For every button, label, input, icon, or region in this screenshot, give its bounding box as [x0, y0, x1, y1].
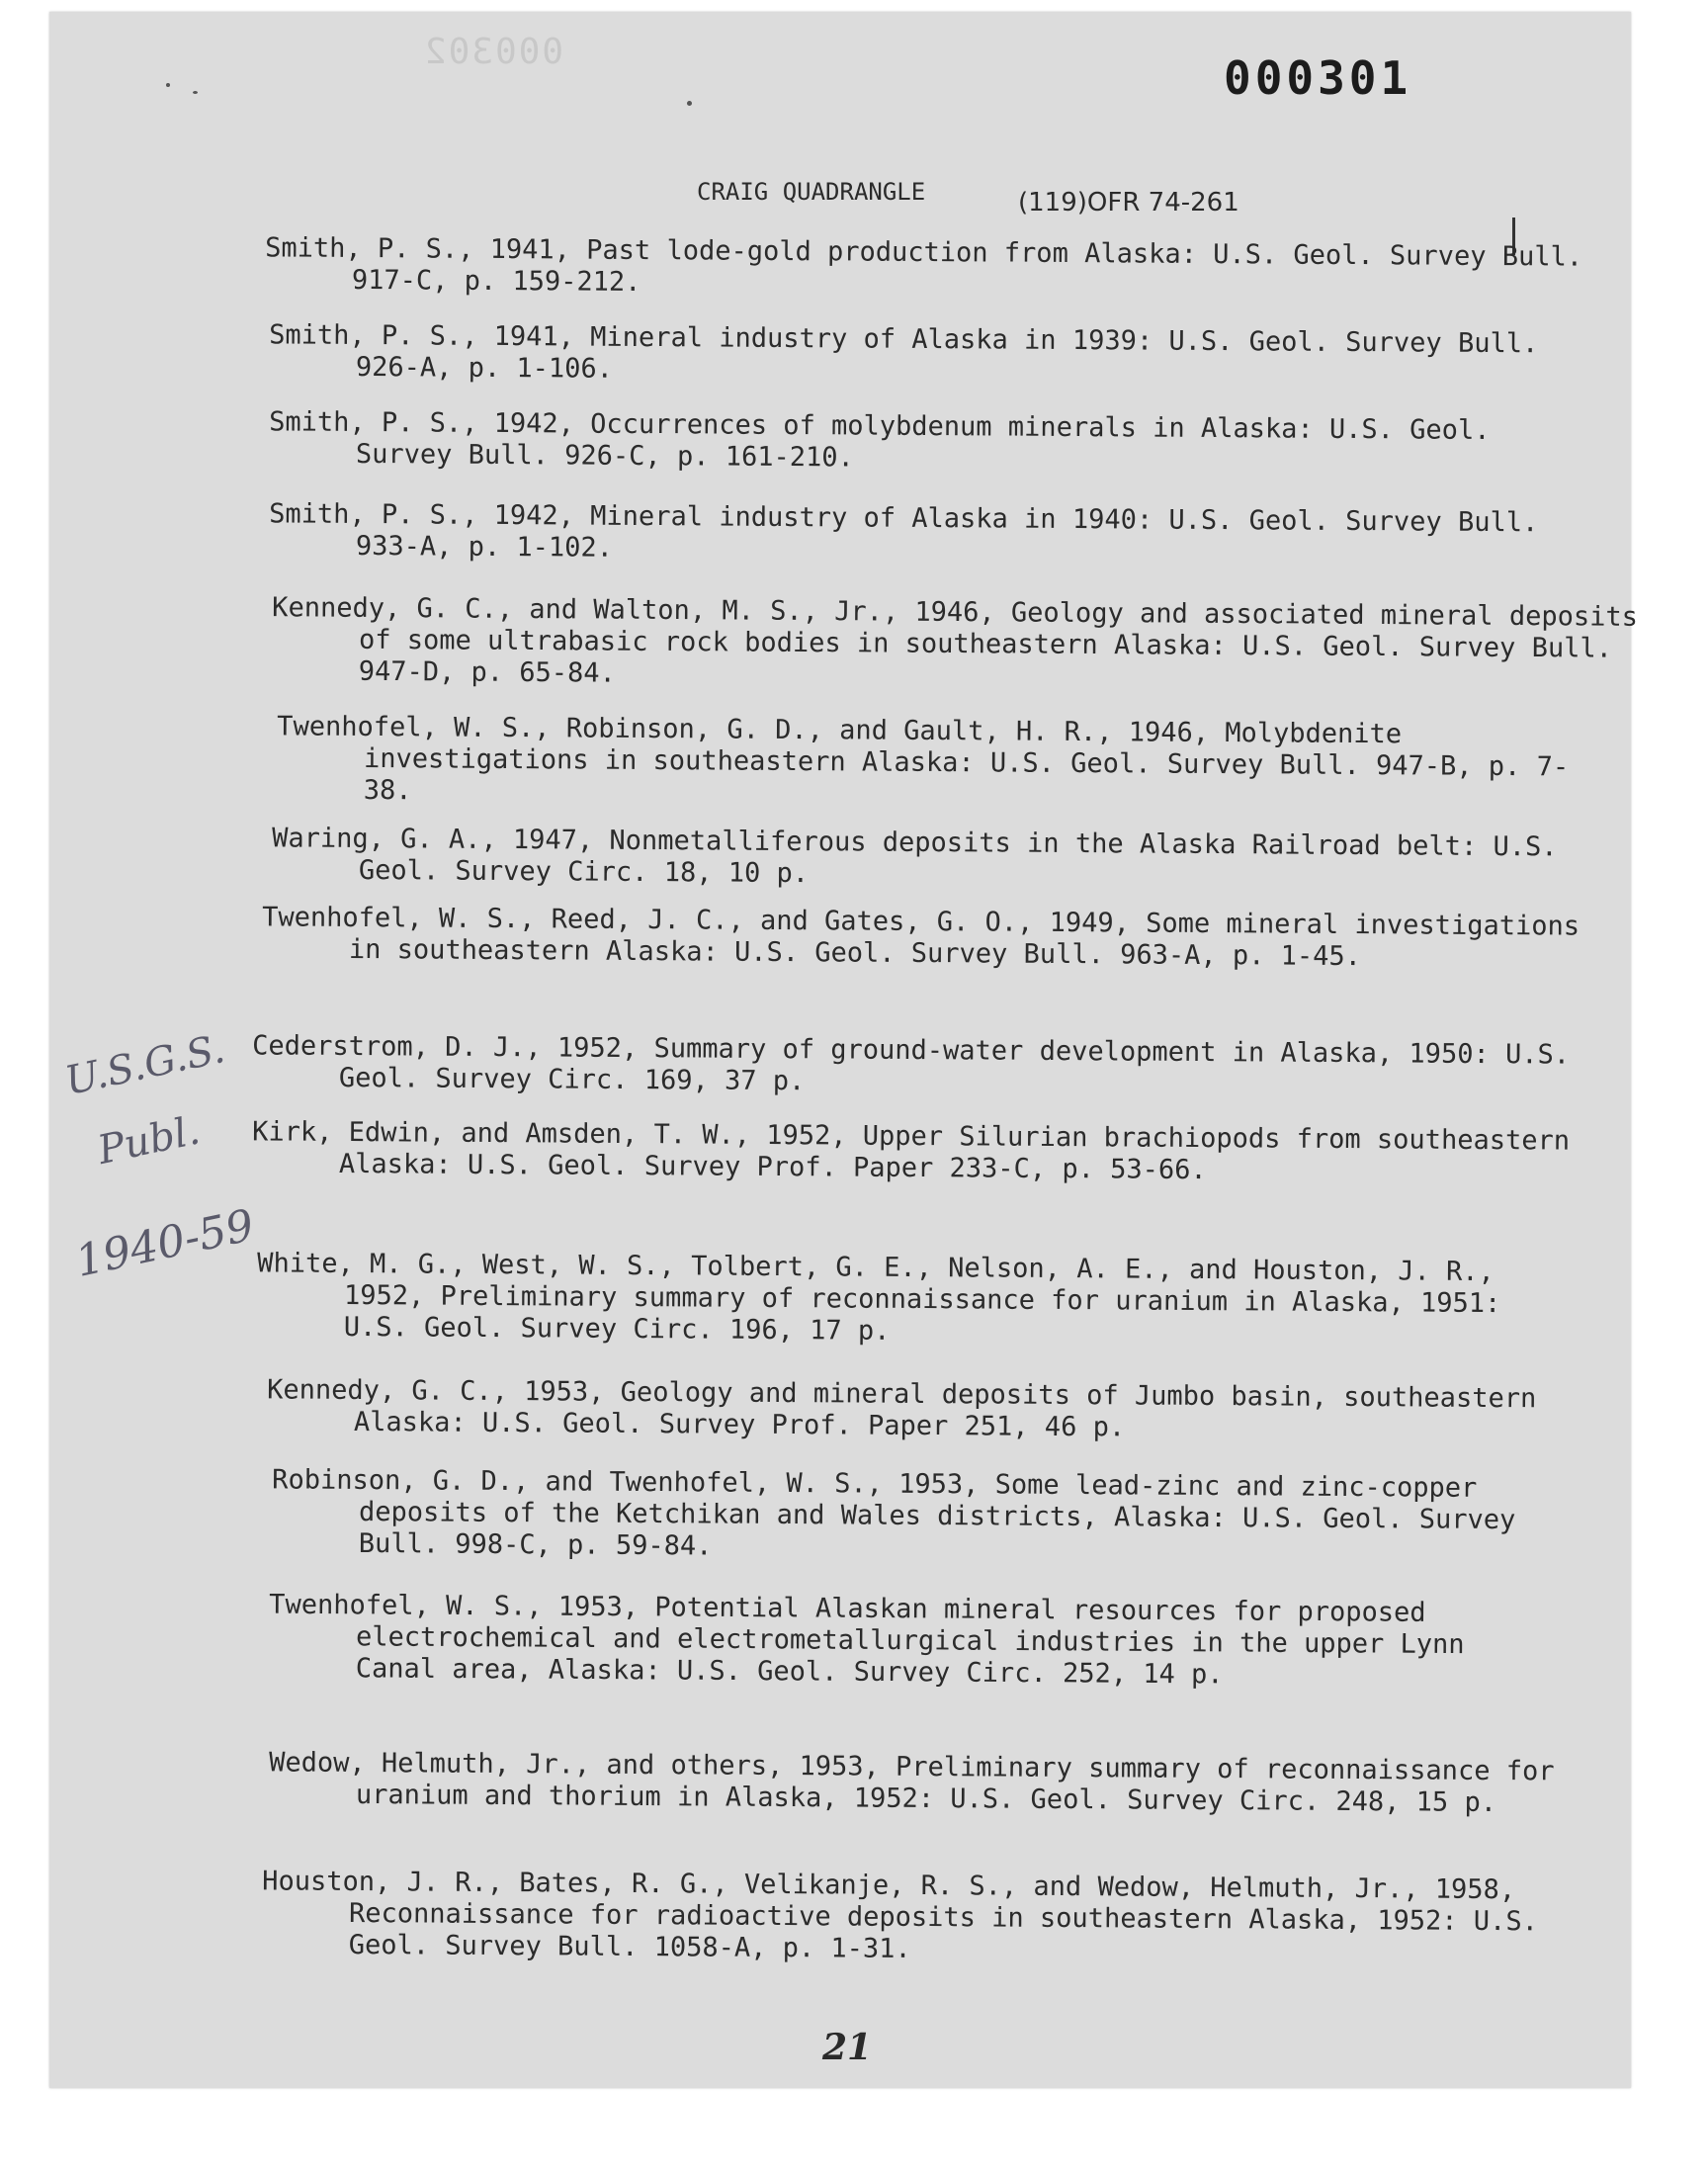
page-title: CRAIG QUADRANGLE	[697, 178, 926, 206]
handwritten-note-line1: U.S.G.S.	[61, 1026, 229, 1104]
reference-entry: Kennedy, G. C., 1953, Geology and mineral deposits of Jumbo basin, southeastern Alaska: U.S. Geol. Survey Prof. Paper 251, 46 p.	[267, 1374, 1537, 1443]
reference-entry: Smith, P. S., 1941, Mineral industry of Alaska in 1939: U.S. Geol. Survey Bull. 926-A, p. 1-106.	[269, 319, 1539, 385]
handwritten-note-line2: Publ.	[94, 1107, 205, 1174]
reference-entry: Waring, G. A., 1947, Nonmetalliferous deposits in the Alaska Railroad belt: U.S. Geol. Survey Circ. 18, 10 p.	[272, 823, 1558, 890]
reference-entry: Smith, P. S., 1942, Mineral industry of Alaska in 1940: U.S. Geol. Survey Bull. 933-A, p. 1-102.	[269, 498, 1539, 564]
reference-entry: Twenhofel, W. S., 1953, Potential Alaskan mineral resources for proposed electrochemical and electrometallurgical industries in the upper Lynn Canal area, Alaska: U.S. Geol. Survey Circ. 252, 14 p.	[269, 1589, 1465, 1691]
reference-entry: Twenhofel, W. S., Robinson, G. D., and Gault, H. R., 1946, Molybdenite investigations in southeastern Alaska: U.S. Geol. Survey Bull. 947-B, p. 7-38.	[277, 711, 1570, 807]
reference-entry: Cederstrom, D. J., 1952, Summary of ground-water development in Alaska, 1950: U.S. Geol. Survey Circ. 169, 37 p.	[252, 1030, 1571, 1097]
speck-mark	[687, 101, 692, 106]
bleed-through-number: 000302	[423, 32, 564, 72]
reference-entry: Twenhofel, W. S., Reed, J. C., and Gates, G. O., 1949, Some mineral investigations in southeastern Alaska: U.S. Geol. Survey Bull. 963-A, p. 1-45.	[262, 902, 1580, 973]
reference-entry: Kirk, Edwin, and Amsden, T. W., 1952, Upper Silurian brachiopods from southeastern Alaska: U.S. Geol. Survey Prof. Paper 233-C, p. 53-66.	[252, 1116, 1571, 1186]
reference-entry: Houston, J. R., Bates, R. G., Velikanje, R. S., and Wedow, Helmuth, Jr., 1958, Reconnaissance for radioactive deposits in southeastern Alaska, 1952: U.S. Geol. Survey Bull. 1058-A, p. 1-31.	[262, 1866, 1539, 1964]
reference-entry: White, M. G., West, W. S., Tolbert, G. E., Nelson, A. E., and Houston, J. R., 1952, Preliminary summary of reconnaissance for uranium in Alaska, 1951: U.S. Geol. Survey Circ. 196, 17 p.	[257, 1248, 1501, 1347]
reference-entry: Kennedy, G. C., and Walton, M. S., Jr., 1946, Geology and associated mineral deposits of some ultrabasic rock bodies in southeastern Alaska: U.S. Geol. Survey Bull. 947-D, p. 65-84.	[272, 592, 1639, 689]
reference-entry: Smith, P. S., 1942, Occurrences of molybdenum minerals in Alaska: U.S. Geol. Survey Bull. 926-C, p. 161-210.	[269, 406, 1491, 474]
handwritten-note-line3: 1940-59	[71, 1199, 259, 1287]
reference-entry: Wedow, Helmuth, Jr., and others, 1953, Preliminary summary of reconnaissance for uranium and thorium in Alaska, 1952: U.S. Geol. Survey Circ. 248, 15 p.	[269, 1747, 1555, 1819]
document-page	[49, 12, 1639, 2088]
speck-mark	[193, 91, 198, 94]
reference-entry: Robinson, G. D., and Twenhofel, W. S., 1953, Some lead-zinc and zinc-copper deposits of the Ketchikan and Wales districts, Alaska: U.S. Geol. Survey Bull. 998-C, p. 59-84.	[272, 1464, 1516, 1562]
report-id: (119)OFR 74-261	[1018, 188, 1239, 218]
reference-entry: Smith, P. S., 1941, Past lode-gold production from Alaska: U.S. Geol. Survey Bull. 917-C, p. 159-212.	[265, 232, 1583, 298]
speck-mark	[166, 83, 170, 87]
document-number: 000301	[1224, 51, 1412, 105]
page-footer-number: 21	[822, 2027, 873, 2068]
